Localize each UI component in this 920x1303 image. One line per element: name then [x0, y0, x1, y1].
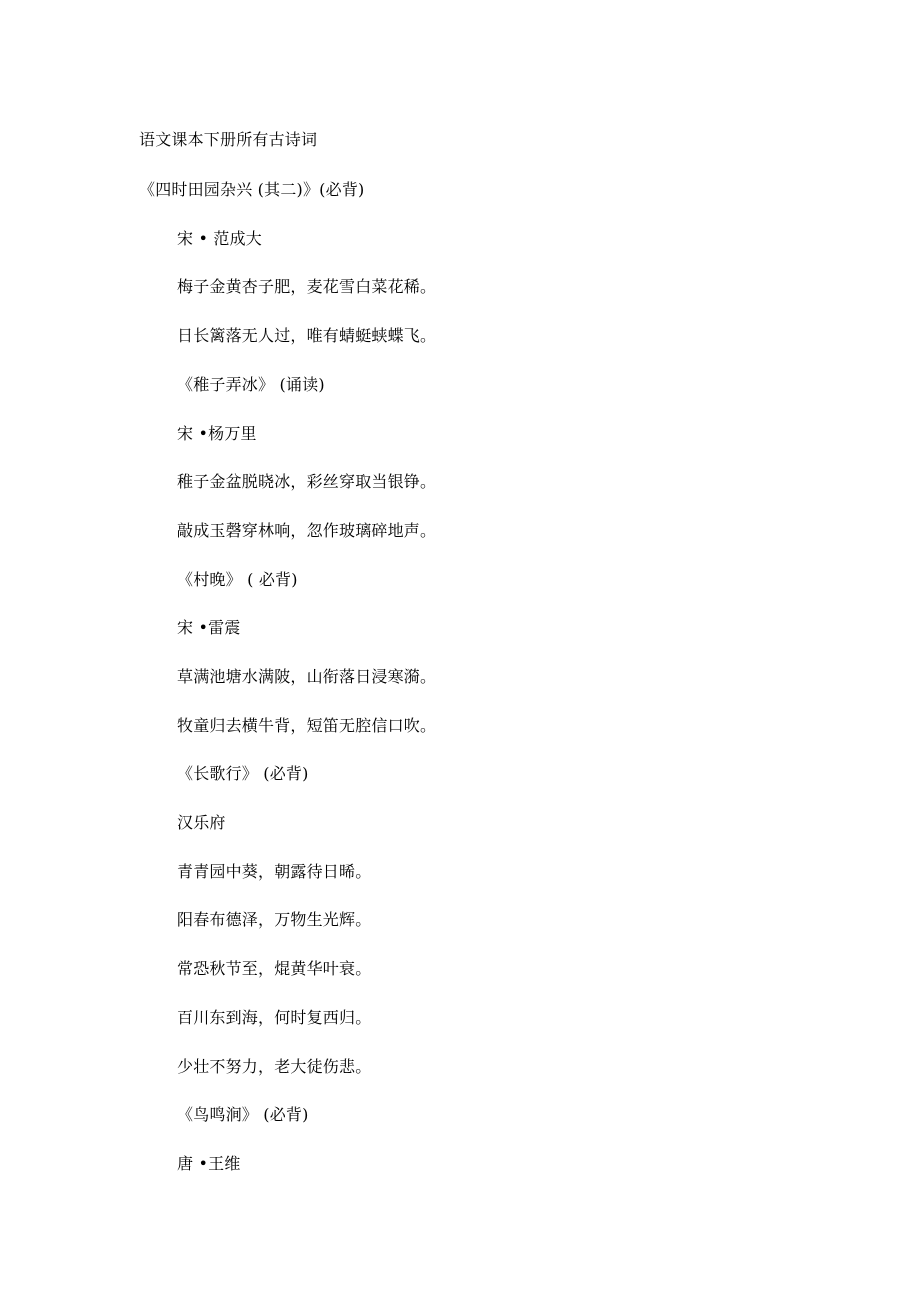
- poem-verse: 少壮不努力，老大徒伤悲。: [177, 1057, 372, 1076]
- poem-verse: 常恐秋节至，焜黄华叶衰。: [177, 959, 372, 978]
- poem-heading-niaomingjian: 《鸟鸣涧》 (必背): [177, 1105, 309, 1124]
- poem-verse: 梅子金黄杏子肥，麦花雪白菜花稀。: [177, 277, 437, 296]
- poem-verse: 百川东到海，何时复西归。: [177, 1008, 372, 1027]
- poem-author: 宋 • 范成大: [177, 229, 263, 248]
- poem-verse: 牧童归去横牛背，短笛无腔信口吹。: [177, 716, 437, 735]
- poem-verse: 日长篱落无人过，唯有蜻蜓蛱蝶飞。: [177, 326, 437, 345]
- poem-author: 宋 •雷震: [177, 618, 241, 637]
- poem-verse: 青青园中葵，朝露待日晞。: [177, 862, 372, 881]
- poem-verse: 敲成玉磬穿林响，忽作玻璃碎地声。: [177, 521, 437, 540]
- poem-author: 唐 •王维: [177, 1154, 241, 1173]
- document-title: 语文课本下册所有古诗词: [139, 130, 318, 149]
- poem-author: 宋 •杨万里: [177, 424, 257, 443]
- poem-heading-changgexing: 《长歌行》 (必背): [177, 764, 309, 783]
- poem-heading-zhizi-nongbing: 《稚子弄冰》 (诵读): [177, 375, 325, 394]
- poem-verse: 阳春布德泽，万物生光辉。: [177, 910, 372, 929]
- poem-author: 汉乐府: [177, 813, 226, 832]
- poem-heading-sishi-tianyuan: 《四时田园杂兴 (其二)》(必背): [139, 180, 365, 199]
- poem-verse: 草满池塘水满陂，山衔落日浸寒漪。: [177, 667, 437, 686]
- poem-verse: 稚子金盆脱晓冰，彩丝穿取当银铮。: [177, 472, 437, 491]
- poem-heading-cunwan: 《村晚》 ( 必背): [177, 570, 298, 589]
